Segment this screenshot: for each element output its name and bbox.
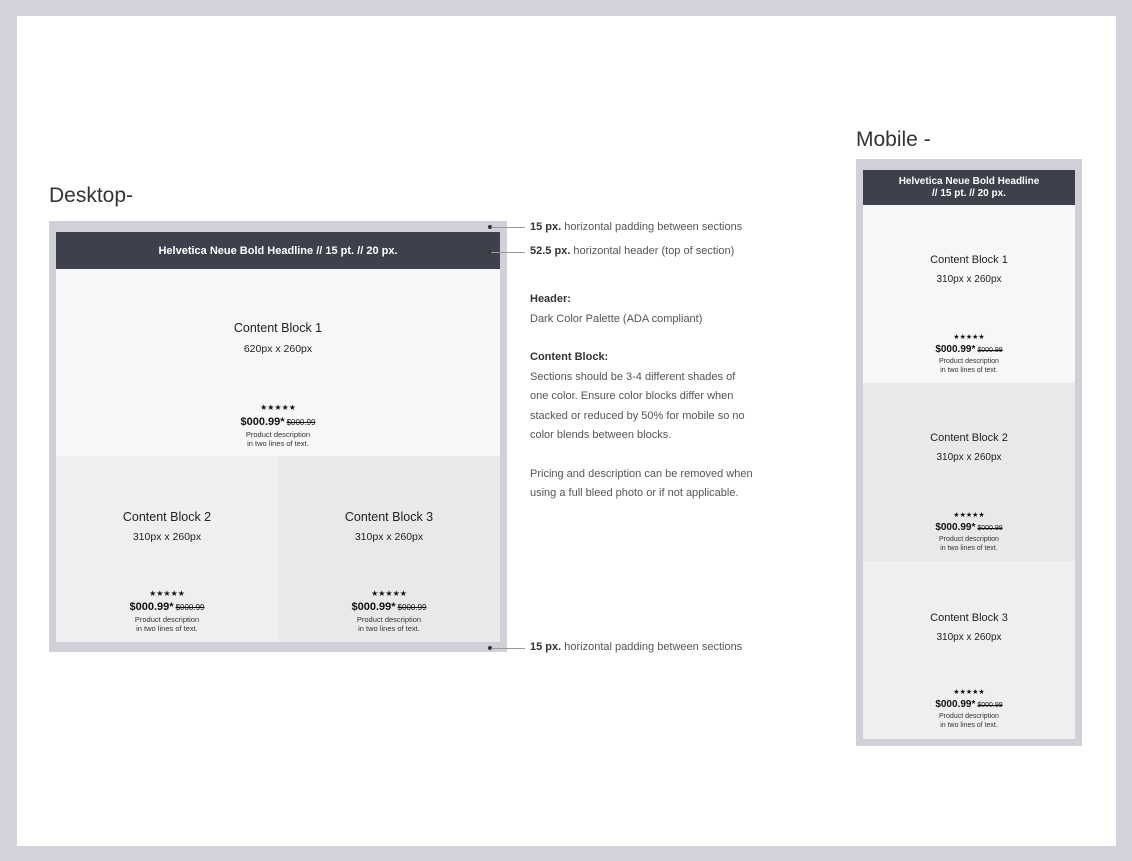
block-size: 310px x 260px: [936, 274, 1002, 285]
block-title: Content Block 1: [233, 321, 323, 335]
product-description-line-1: Product description: [356, 615, 422, 624]
notes-block-line: Sections should be 3-4 different shades of: [530, 370, 736, 383]
current-price: $000.99*: [935, 522, 976, 533]
block-size: 620px x 260px: [243, 343, 313, 355]
current-price: $000.99*: [935, 699, 976, 710]
rating-stars: ★★★★★: [953, 334, 985, 341]
notes-header-text: Dark Color Palette (ADA compliant): [530, 312, 703, 325]
current-price: $000.99*: [935, 344, 976, 355]
annotation-header: [530, 245, 734, 257]
block-size: 310px x 260px: [354, 531, 424, 543]
product-description-line-1: Product description: [939, 358, 999, 365]
annotation-text: horizontal header (top of section): [570, 245, 735, 257]
old-price: $000.99: [397, 603, 427, 612]
mobile-content-block-2: [863, 383, 1075, 561]
annotation-padding-top: [530, 221, 742, 233]
annotation-bold: 15 px.: [530, 221, 562, 233]
current-price: $000.99*: [240, 416, 285, 428]
notes-block-title: Content Block:: [530, 351, 609, 363]
product-description-line-2: in two lines of text.: [136, 624, 198, 633]
mobile-header: [863, 170, 1075, 205]
block-title: Content Block 3: [930, 612, 1008, 624]
price: [863, 344, 1075, 355]
notes-block-line: one color. Ensure color blocks differ when: [530, 390, 734, 402]
annotation-padding-bottom: [530, 641, 742, 653]
mobile-label: Mobile -: [856, 128, 931, 151]
old-price: $000.99: [977, 702, 1003, 709]
rating-stars: ★★★★★: [953, 512, 985, 519]
current-price: $000.99*: [351, 601, 396, 613]
rating-stars: ★★★★★: [953, 689, 985, 696]
block-title: Content Block 3: [344, 510, 434, 524]
rating-stars: ★★★★★: [149, 589, 185, 598]
notes-block-line: stacked or reduced by 50% for mobile so no: [530, 409, 745, 422]
desktop-headline: Helvetica Neue Bold Headline // 15 pt. // 20 px.: [158, 244, 398, 257]
rating-stars: ★★★★★: [371, 589, 407, 598]
annotation-text: horizontal padding between sections: [561, 221, 743, 233]
block-title: Content Block 1: [930, 254, 1008, 266]
desktop-header: [56, 232, 500, 269]
block-title: Content Block 2: [930, 432, 1008, 444]
notes-pricing-line: using a full bleed photo or if not applicable.: [530, 487, 739, 499]
mobile-content-block-1: [863, 205, 1075, 383]
block-title: Content Block 2: [122, 510, 212, 524]
old-price: $000.99: [977, 347, 1003, 354]
annotation-leader: [491, 648, 525, 649]
product-description-line-1: Product description: [939, 713, 999, 720]
price: [863, 699, 1075, 710]
annotation-bold: 52.5 px.: [530, 245, 571, 257]
product-description-line-2: in two lines of text.: [940, 545, 998, 552]
block-size: 310px x 260px: [936, 632, 1002, 643]
current-price: $000.99*: [129, 601, 174, 613]
mobile-frame: [856, 159, 1082, 746]
notes-block-line: color blends between blocks.: [530, 429, 672, 441]
price: [278, 601, 500, 613]
product-description-line-2: in two lines of text.: [940, 367, 998, 374]
old-price: $000.99: [175, 603, 205, 612]
mobile-headline-line-2: // 15 pt. // 20 px.: [932, 187, 1006, 199]
annotation-bold: 15 px.: [530, 641, 562, 653]
annotation-leader: [491, 252, 525, 253]
desktop-content-block-2: [56, 456, 278, 642]
price: [56, 601, 278, 613]
desktop-content-block-1: [56, 269, 500, 456]
annotation-text: horizontal padding between sections: [561, 641, 743, 653]
desktop-label: Desktop-: [49, 184, 134, 207]
product-description-line-2: in two lines of text.: [247, 439, 309, 448]
old-price: $000.99: [286, 418, 316, 427]
product-description-line-2: in two lines of text.: [940, 722, 998, 729]
block-size: 310px x 260px: [936, 452, 1002, 463]
notes-panel: [530, 290, 770, 504]
notes-pricing-line: Pricing and description can be removed when: [530, 467, 753, 480]
product-description-line-2: in two lines of text.: [358, 624, 420, 633]
price: [863, 522, 1075, 533]
price: [56, 416, 500, 428]
rating-stars: ★★★★★: [260, 403, 296, 412]
annotation-leader: [491, 227, 525, 228]
product-description-line-1: Product description: [939, 536, 999, 543]
notes-header-title: Header:: [530, 293, 571, 305]
desktop-frame: [49, 221, 507, 652]
old-price: $000.99: [977, 525, 1003, 532]
mobile-headline-line-1: Helvetica Neue Bold Headline: [898, 175, 1040, 187]
desktop-content-block-3: [278, 456, 500, 642]
block-size: 310px x 260px: [132, 531, 202, 543]
product-description-line-1: Product description: [245, 430, 311, 439]
mobile-content-block-3: [863, 561, 1075, 739]
product-description-line-1: Product description: [134, 615, 200, 624]
